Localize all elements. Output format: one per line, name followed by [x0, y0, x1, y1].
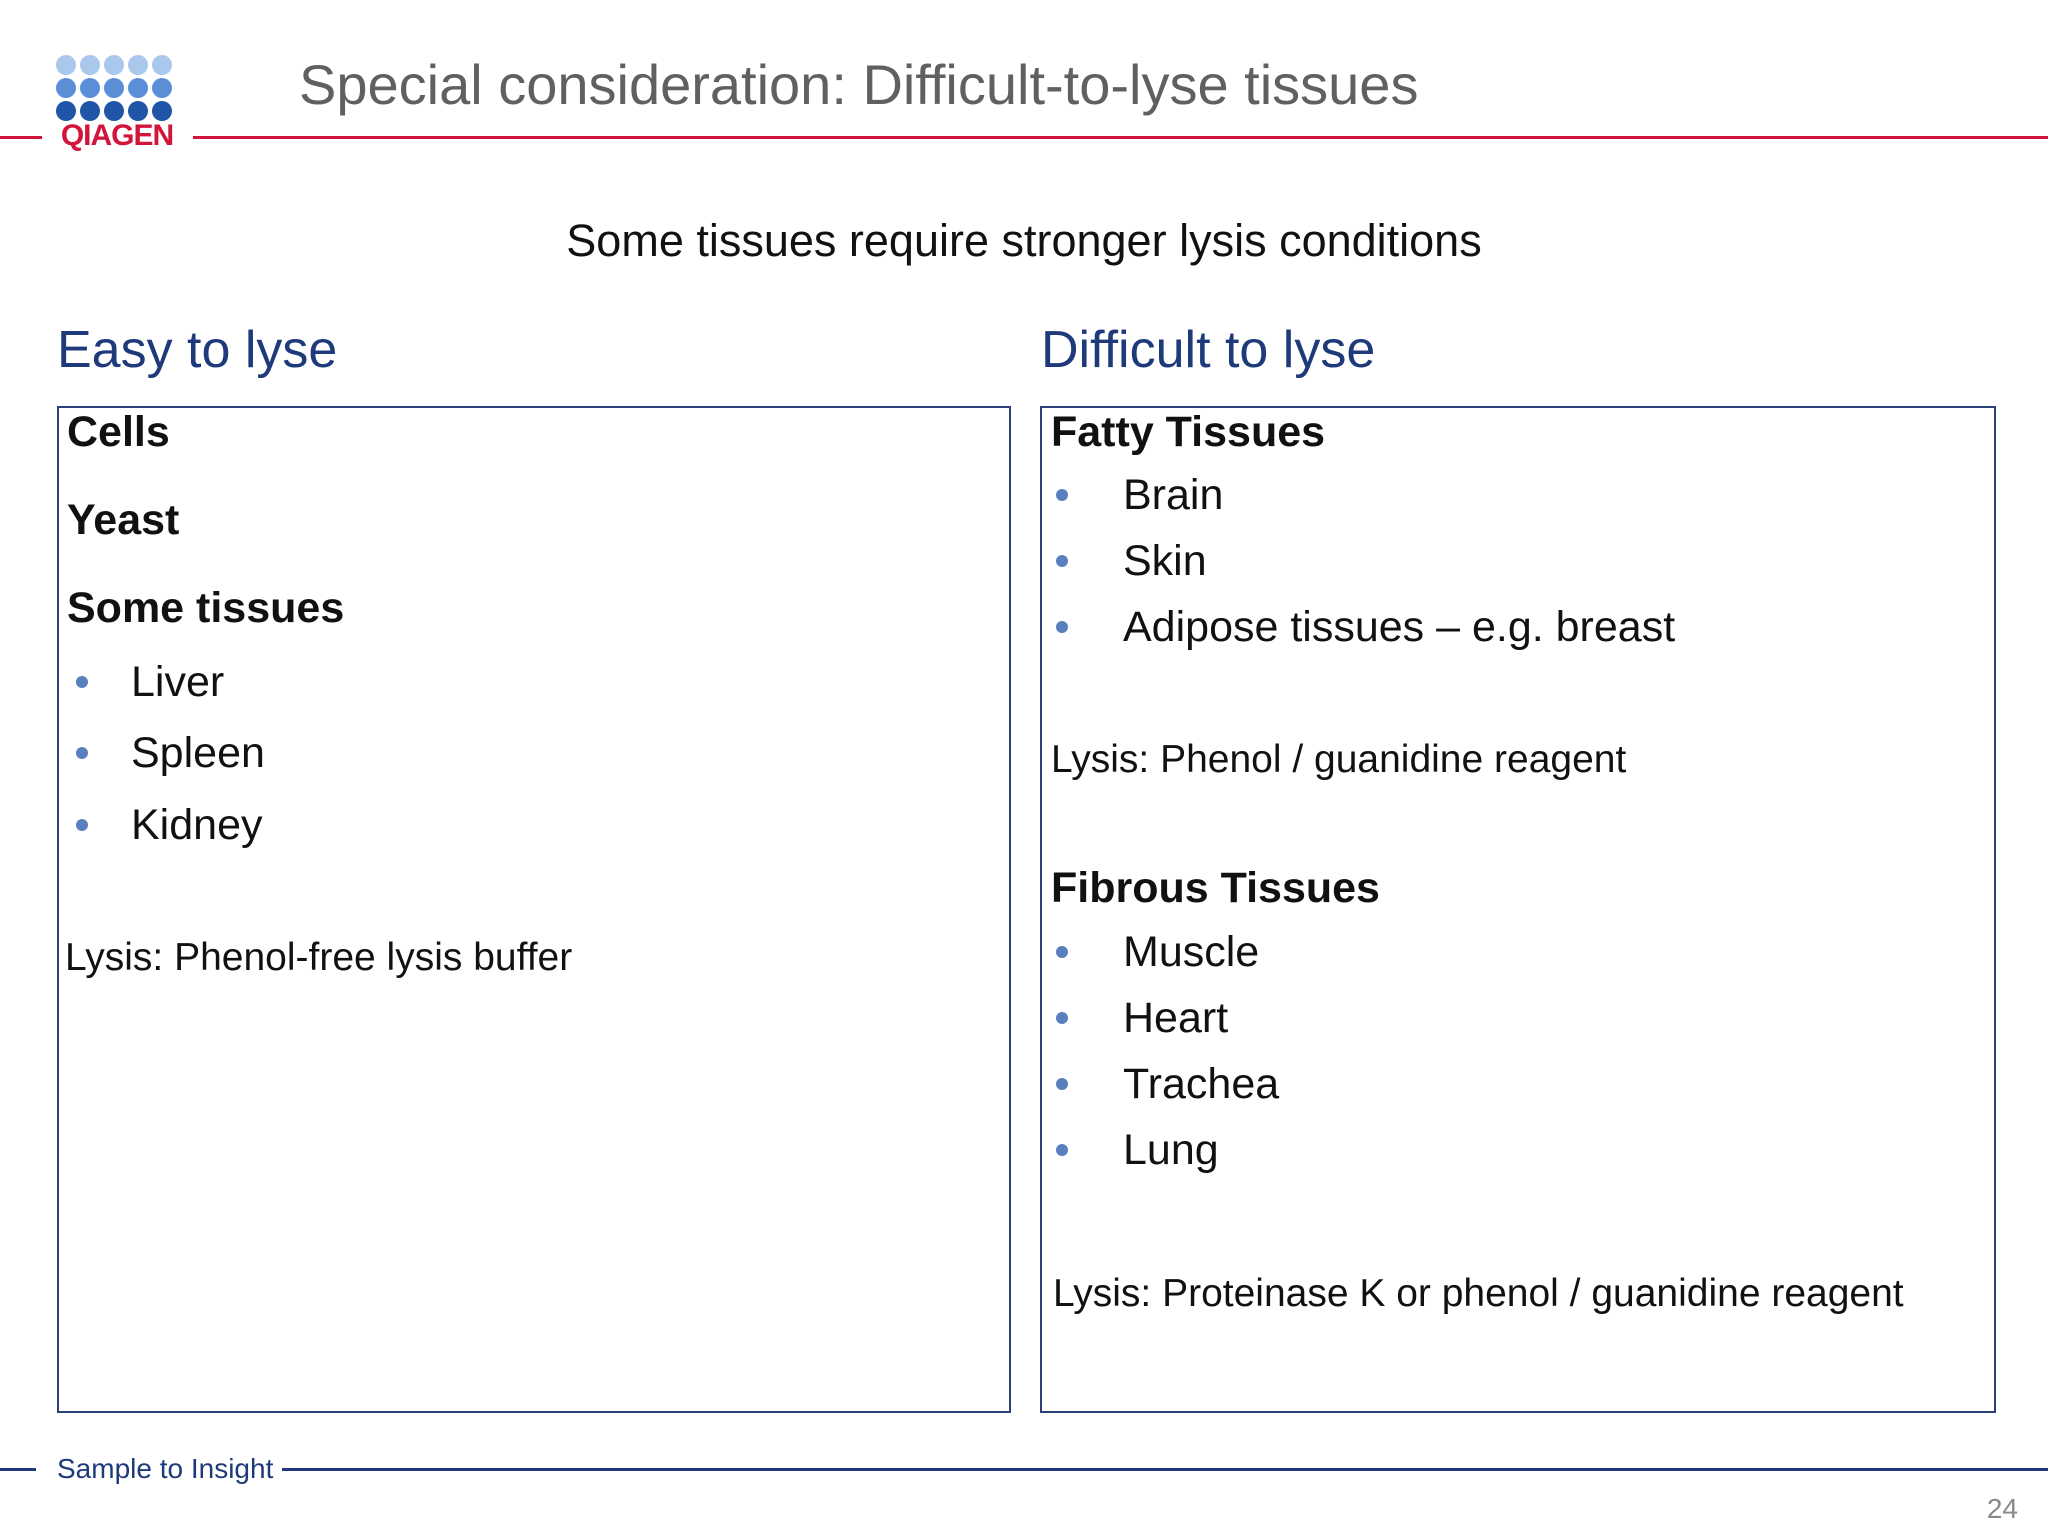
easy-to-lyse-box: [57, 406, 1011, 1413]
logo-dot: [80, 55, 100, 75]
footer-tagline: Sample to Insight: [57, 1453, 274, 1484]
footer-divider-left: [0, 1468, 36, 1471]
bullet-icon: [1056, 621, 1068, 633]
logo-dot: [104, 101, 124, 121]
logo-dot: [152, 101, 172, 121]
bullet-icon: [1056, 946, 1068, 958]
lysis-note-fibrous: Lysis: Proteinase K or phenol / guanidine reagent: [1053, 1272, 1904, 1315]
subtitle-text: Some tissues require stronger lysis conditions: [566, 215, 1482, 266]
bullet-icon: [1056, 555, 1068, 567]
logo-dot: [128, 78, 148, 98]
logo-dot: [56, 101, 76, 121]
easy-to-lyse-heading: Easy to lyse: [57, 321, 338, 379]
logo-dot: [104, 55, 124, 75]
logo-dot: [80, 78, 100, 98]
page-number: 24: [1986, 1493, 2018, 1524]
list-item-adipose: Adipose tissues – e.g. breast: [1123, 603, 1676, 651]
logo-dot: [128, 55, 148, 75]
list-item-spleen: Spleen: [131, 729, 265, 777]
group-heading-some-tissues: Some tissues: [67, 584, 345, 632]
list-item-heart: Heart: [1123, 994, 1229, 1042]
logo-dot: [128, 101, 148, 121]
bullet-icon: [1056, 1078, 1068, 1090]
title-divider-left: [0, 136, 42, 139]
list-item-trachea: Trachea: [1123, 1060, 1280, 1108]
footer-divider: [282, 1468, 2048, 1471]
bullet-icon: [1056, 1144, 1068, 1156]
bullet-icon: [1056, 1012, 1068, 1024]
lysis-note-easy: Lysis: Phenol-free lysis buffer: [65, 936, 573, 979]
logo-dot: [80, 101, 100, 121]
group-heading-yeast: Yeast: [67, 496, 180, 544]
list-item-liver: Liver: [131, 658, 225, 706]
group-heading-fatty-tissues: Fatty Tissues: [1051, 408, 1326, 456]
lysis-note-fatty: Lysis: Phenol / guanidine reagent: [1051, 738, 1627, 781]
difficult-to-lyse-heading: Difficult to lyse: [1041, 321, 1376, 379]
logo-wordmark: QIAGEN: [60, 119, 174, 152]
list-item-brain: Brain: [1123, 471, 1224, 519]
slide-title: Special consideration: Difficult-to-lyse tissues: [299, 53, 1419, 116]
title-divider: [193, 136, 2048, 139]
bullet-icon: [76, 819, 88, 831]
list-item-lung: Lung: [1123, 1126, 1219, 1174]
qiagen-logo: [53, 55, 181, 155]
logo-dot: [104, 78, 124, 98]
bullet-icon: [76, 676, 88, 688]
group-heading-cells: Cells: [67, 408, 170, 456]
bullet-icon: [76, 747, 88, 759]
slide-subtitle: [0, 215, 2048, 267]
logo-dot: [152, 78, 172, 98]
list-item-kidney: Kidney: [131, 801, 263, 849]
difficult-to-lyse-box: [1040, 406, 1996, 1413]
list-item-muscle: Muscle: [1123, 928, 1260, 976]
list-item-skin: Skin: [1123, 537, 1207, 585]
logo-dot: [56, 78, 76, 98]
logo-dot: [152, 55, 172, 75]
group-heading-fibrous-tissues: Fibrous Tissues: [1051, 864, 1380, 912]
logo-dot: [56, 55, 76, 75]
bullet-icon: [1056, 489, 1068, 501]
